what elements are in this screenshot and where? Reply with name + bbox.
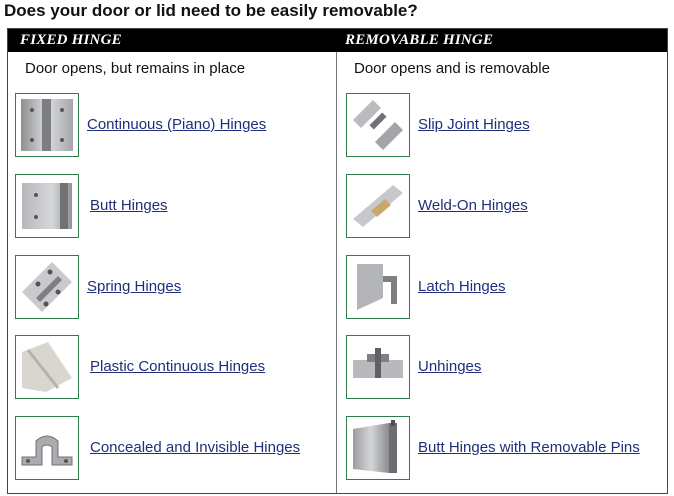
hinge-item-slip-joint — [346, 93, 666, 157]
removable-hinge-header: REMOVABLE HINGE — [345, 32, 494, 48]
hinge-item-unhinges — [346, 335, 666, 399]
slip-joint-hinge-icon[interactable] — [346, 93, 410, 157]
concealed-hinge-icon[interactable] — [15, 416, 79, 480]
unhinge-icon[interactable] — [346, 335, 410, 399]
plastic-hinge-icon[interactable] — [15, 335, 79, 399]
weld-on-hinge-icon[interactable] — [346, 174, 410, 238]
hinge-item-concealed — [15, 416, 335, 480]
fixed-hinge-description: Door opens, but remains in place — [25, 60, 246, 77]
hinge-item-butt — [15, 174, 335, 238]
butt-hinge-icon[interactable] — [15, 174, 79, 238]
butt-hinges-removable-pins-link[interactable]: Butt Hinges with Removable Pins — [418, 439, 640, 456]
table-header-row — [8, 29, 667, 52]
spring-hinge-icon[interactable] — [15, 255, 79, 319]
latch-hinges-link[interactable]: Latch Hinges — [418, 278, 506, 295]
hinge-item-latch — [346, 255, 666, 319]
page-title: Does your door or lid need to be easily removable? — [4, 1, 418, 20]
spring-hinges-link[interactable]: Spring Hinges — [87, 278, 182, 295]
hinge-item-removable-pins — [346, 416, 666, 480]
slip-joint-hinges-link[interactable]: Slip Joint Hinges — [418, 116, 530, 133]
hinge-item-plastic-continuous — [15, 335, 335, 399]
hinge-item-continuous-piano — [15, 93, 335, 157]
hinge-comparison-table — [7, 28, 668, 494]
removable-pin-hinge-icon[interactable] — [346, 416, 410, 480]
piano-hinge-icon[interactable] — [15, 93, 79, 157]
fixed-hinge-header: FIXED HINGE — [20, 32, 122, 48]
butt-hinges-link[interactable]: Butt Hinges — [90, 197, 168, 214]
hinge-item-spring — [15, 255, 335, 319]
weld-on-hinges-link[interactable]: Weld-On Hinges — [418, 197, 528, 214]
plastic-continuous-hinges-link[interactable]: Plastic Continuous Hinges — [90, 358, 266, 375]
hinge-item-weld-on — [346, 174, 666, 238]
continuous-piano-hinges-link[interactable]: Continuous (Piano) Hinges — [87, 116, 267, 133]
removable-hinge-description: Door opens and is removable — [354, 60, 550, 77]
unhinges-link[interactable]: Unhinges — [418, 358, 482, 375]
latch-hinge-icon[interactable] — [346, 255, 410, 319]
concealed-invisible-hinges-link[interactable]: Concealed and Invisible Hinges — [90, 439, 301, 456]
column-divider — [336, 52, 337, 493]
